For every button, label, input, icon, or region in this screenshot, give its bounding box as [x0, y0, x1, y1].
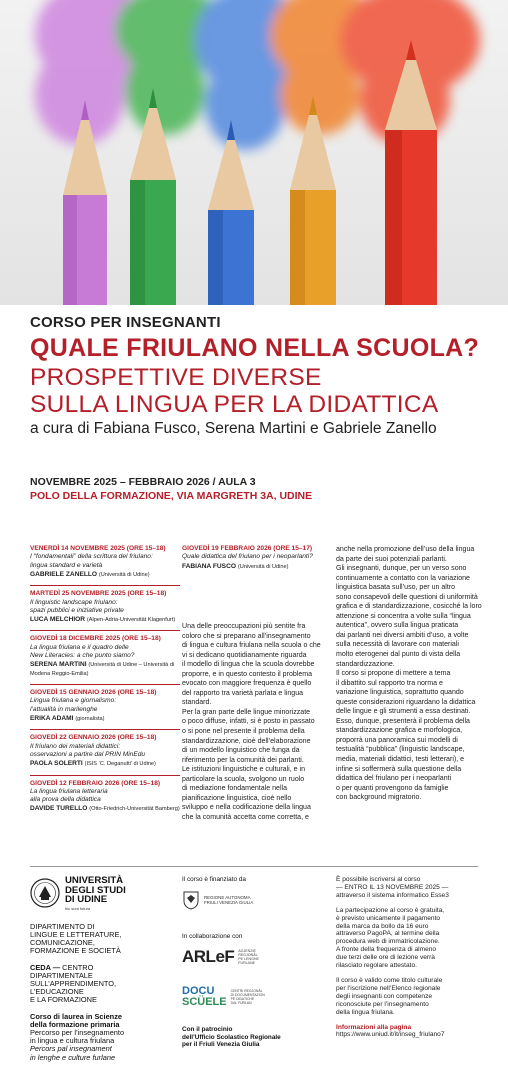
session-divider — [30, 684, 180, 685]
session-date: GIOVEDÌ 15 GENNAIO 2026 (ORE 15–18) — [30, 689, 157, 697]
info-url-link[interactable]: https://www.uniud.it/it/inseg_friulano7 — [336, 1031, 445, 1039]
session-divider — [30, 630, 180, 631]
session-title: New Literacies: a che punto siamo? — [30, 652, 135, 660]
enroll-fees: La partecipazione al corso è gratuita, è previsto unicamente il pagamento della marca da bollo da 16 euro attraverso PagoPA, al termine della procedura web di immatricolazione. A fronte della frequenza di almeno due terzi delle ore di lezione verrà rilasciato regolare attestato. — [336, 906, 445, 970]
session-title: I “fondamentali” della scrittura del friulano: — [30, 553, 153, 561]
page-subtitle — [30, 364, 439, 418]
session-speaker: PAOLA SOLERTI (ISIS ‘C. Deganutti’ di Udine) — [30, 760, 156, 768]
department-name: DIPARTIMENTO DI LINGUE E LETTERATURE, COMUNICAZIONE, FORMAZIONE E SOCIETÀ — [30, 921, 122, 956]
collab-label: In collaborazione con — [182, 933, 243, 940]
university-logo — [30, 876, 175, 911]
session-item — [30, 545, 180, 579]
description-column-1: Una delle preoccupazioni più sentite fra coloro che si preparano all’insegnamento di lingua e cultura friulana nella scuola o che vi si dedicano quotidianamente riguarda il modello di lingua che la scuola dovrebbe proporre, e in questo contesto il problema evocato con maggiore frequenza è quello del rapporto tra varietà parlata e lingua standard. Per la gran parte delle lingue minorizzate o poco diffuse, infatti, si è posto in passato o si pone nel presente il problema della standardizzazione, cioè dell’elaborazione di un modello linguistico che funga da riferimento per la comunità dei parlanti. Le istituzioni linguistiche e culturali, e in particolare la scuola, svolgono un ruolo di mediazione fondamentale nella pianificazione linguistica, cioè nello sviluppo e nella codificazione della lingua che la comunità accetta come corretta, e — [182, 623, 321, 821]
enroll-deadline: È possibile iscriversi al corso — ENTRO IL 13 NOVEMBRE 2025 — attraverso il sistema informatico Esse3 — [336, 876, 449, 899]
patronage-text: Con il patrocinio dell’Ufficio Scolastico Regionale per il Friuli Venezia Giulia — [182, 1026, 281, 1049]
arlef-logo: ARLeF AGJENZIE REGJONÂL PE LENGHE FURLANE — [182, 947, 259, 966]
session-title: l’attualità in marilenghe — [30, 705, 98, 713]
session-speaker: ERIKA ADAMI (giornalista) — [30, 714, 105, 722]
session-date: GIOVEDÌ 12 FEBBRAIO 2026 (ORE 15–18) — [30, 779, 161, 787]
session-date: GIOVEDÌ 19 FEBBRAIO 2026 (ORE 15–17) — [182, 545, 313, 552]
session-divider — [30, 775, 180, 776]
university-motto: hic sunt futura — [65, 905, 91, 911]
course-label: CORSO PER INSEGNANTI — [30, 314, 221, 331]
session-item — [30, 780, 180, 814]
session-divider — [30, 729, 180, 730]
region-logo: REGIONE AUTONOMA FRIULI VENEZIA GIULIA — [182, 889, 327, 911]
sessions-list-2 — [182, 545, 342, 577]
session-date: VENERDÌ 14 NOVEMBRE 2025 (ORE 15–18) — [30, 545, 166, 552]
footer-divider — [30, 866, 478, 867]
session-title: osservazioni a partire dal PRIN MinEdu — [30, 750, 146, 758]
session-title: Il friulano dei materiali didattici: — [30, 742, 121, 750]
session-title: La lingua friulana letteraria — [30, 787, 108, 795]
university-seal-icon — [30, 878, 60, 908]
session-item — [30, 689, 180, 723]
session-item — [30, 734, 180, 768]
sessions-list — [30, 545, 180, 820]
session-speaker: FABIANA FUSCO (Università di Udine) — [182, 562, 289, 570]
enroll-validity: Il corso è valido come titolo culturale per l’iscrizione nell’Elenco regionale degli insegnanti con competenze riconosciute per l’insegnamento della lingua friulana. — [336, 976, 443, 1016]
description-column-2: anche nella promozione dell’uso della lingua da parte dei suoi potenziali parlanti. Gli insegnanti, dunque, per un verso sono continuamente a contatto con la variazione linguistica basata sull’uso, per un altro sono consapevoli delle questioni di uniformità grafica e di standardizzazione, cosicché la loro attenzione si concentra a volte sulla “lingua autentica”, ovvero sulla lingua praticata dai parlanti nei diversi ambiti d’uso, a volte sulla necessità di lavorare con materiali molto eterogenei dal punto di vista della standardizzazione. Il corso si propone di mettere a tema il dibattito sul rapporto tra norma e variazione linguistica, soprattutto quando queste considerazioni riguardano la didattica delle lingue e gli strumenti a essa destinati. Esso, dunque, presenterà il problema della standardizzazione grafica e morfologica, proporrà una panoramica sui modelli di testualità “pubblica” (linguistic landscape, media, materiali didattici, testi letterari), e infine si soffermerà sulla questione della didattica del friulano per i neoparlanti o per quanti provengono da famiglie con background migratorio. — [336, 546, 482, 802]
ceda-name: CEDA — CENTRO DIPARTIMENTALE SULL’APPRENDIMENTO, L’EDUCAZIONE E LA FORMAZIONE — [30, 962, 117, 1005]
page-title: QUALE FRIULANO NELLA SCUOLA? — [30, 334, 480, 362]
session-title: spazi pubblici e iniziative private — [30, 606, 124, 614]
session-item — [182, 545, 342, 571]
session-title: La lingua friulana e il quadro delle — [30, 643, 129, 651]
course-dates: NOVEMBRE 2025 – FEBBRAIO 2026 / AULA 3 — [30, 476, 256, 488]
session-item — [30, 635, 180, 678]
session-date: GIOVEDÌ 22 GENNAIO 2026 (ORE 15–18) — [30, 734, 157, 742]
session-divider — [30, 585, 180, 586]
course-venue: POLO DELLA FORMAZIONE, VIA MARGRETH 3A, UDINE — [30, 490, 313, 502]
session-item — [30, 590, 180, 624]
session-title: Il linguistic landscape friulano: — [30, 598, 118, 606]
university-name: UNIVERSITÀ DEGLI STUDI DI UDINE — [65, 875, 126, 906]
session-speaker: SERENA MARTINI (Università di Udine – Università di Modena Reggio-Emilia) — [30, 661, 175, 677]
session-title: Quale didattica del friulano per i neoparlanti? — [182, 553, 313, 561]
session-title: lingua standard e varietà — [30, 561, 103, 569]
session-title: Lingua friulana e giornalismo: — [30, 697, 117, 705]
session-date: MARTEDÌ 25 NOVEMBRE 2025 (ORE 15–18) — [30, 590, 167, 598]
university-block — [30, 876, 175, 1062]
info-title: Informazioni alla pagina — [336, 1023, 412, 1031]
pencils-svg — [0, 0, 508, 305]
session-speaker: GABRIELE ZANELLO (Università di Udine) — [30, 570, 150, 578]
docuscuele-logo: DOCU SCÜELE CENTRI REGJONÂL DI DOCUMENTAZION PE DIDATICHE DAL FURLAN — [182, 985, 265, 1008]
session-title: alla prova della didattica — [30, 796, 101, 804]
curators: a cura di Fabiana Fusco, Serena Martini e Gabriele Zanello — [30, 420, 437, 437]
subtitle-line-1: PROSPETTIVE DIVERSE — [30, 364, 322, 391]
hero-pencils-illustration — [0, 0, 508, 305]
degree-program: Corso di laurea in Scienze della formazione primaria Percorso per l’insegnamento in lingua e cultura friulana Percors pal insegnament in lenghe e culture furlane — [30, 1011, 125, 1062]
funded-label: Il corso è finanziato da — [182, 876, 246, 883]
session-speaker: DAVIDE TURELLO (Otto-Friedrich-Universität Bamberg) — [30, 805, 180, 813]
enrollment-info — [336, 876, 486, 1039]
session-date: GIOVEDÌ 18 DICEMBRE 2025 (ORE 15–18) — [30, 635, 161, 643]
partners-block — [182, 876, 327, 1049]
session-speaker: LUCA MELCHIOR (Alpen-Adria-Universität Klagenfurt) — [30, 616, 176, 624]
subtitle-line-2: SULLA LINGUA PER LA DIDATTICA — [30, 391, 439, 418]
region-crest-icon — [182, 890, 200, 910]
